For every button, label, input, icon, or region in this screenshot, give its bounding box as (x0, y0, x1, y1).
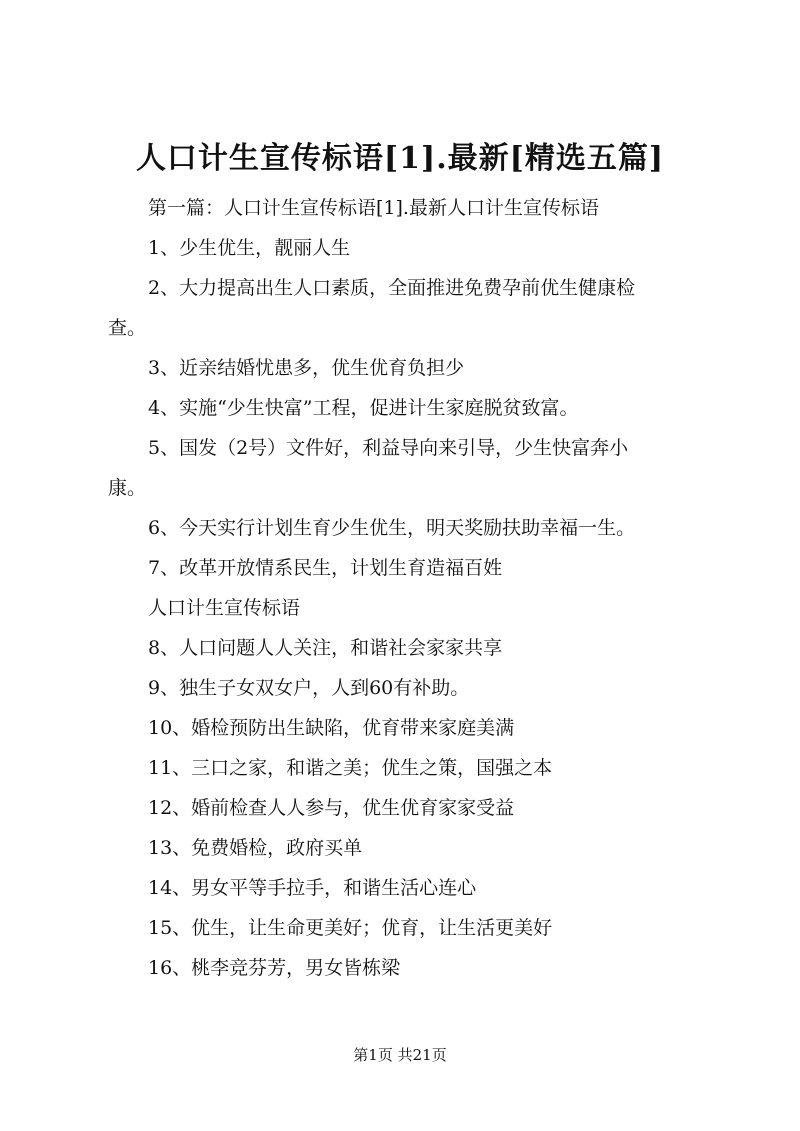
slogan-line: 14、男女平等手拉手，和谐生活心连心 (148, 877, 477, 899)
slogan-line: 4、实施“少生快富”工程，促进计生家庭脱贫致富。 (148, 397, 579, 419)
slogan-line: 7、改革开放情系民生，计划生育造福百姓 (148, 557, 503, 579)
slogan-line: 1、少生优生，靓丽人生 (148, 237, 351, 259)
section-heading: 第一篇：人口计生宣传标语[1].最新人口计生宣传标语 (148, 197, 599, 219)
slogan-line: 16、桃李竞芬芳，男女皆栋梁 (148, 957, 401, 979)
slogan-line: 10、婚检预防出生缺陷，优育带来家庭美满 (148, 717, 515, 739)
slogan-line: 3、近亲结婚忧患多，优生优育负担少 (148, 357, 465, 379)
slogan-line: 15、优生，让生命更美好；优育，让生活更美好 (148, 917, 553, 939)
slogan-line: 11、三口之家，和谐之美；优生之策，国强之本 (148, 757, 553, 779)
document-title: 人口计生宣传标语[1].最新[精选五篇] (135, 141, 665, 176)
slogan-line: 12、婚前检查人人参与，优生优育家家受益 (148, 797, 515, 819)
slogan-line: 6、今天实行计划生育少生优生，明天奖励扶助幸福一生。 (148, 517, 636, 539)
slogan-line: 5、国发（2号）文件好，利益导向来引导，少生快富奔小 (148, 437, 629, 459)
slogan-line: 2、大力提高出生人口素质，全面推进免费孕前优生健康检 (148, 277, 636, 299)
slogan-line: 9、独生子女双女户，人到60有补助。 (148, 677, 470, 699)
slogan-line: 8、人口问题人人关注，和谐社会家家共享 (148, 637, 503, 659)
slogan-line: 13、免费婚检，政府买单 (148, 837, 363, 859)
page-footer: 第1页 共21页 (353, 1046, 447, 1064)
slogan-line-continuation: 康。 (108, 477, 147, 499)
slogan-line-continuation: 查。 (108, 317, 147, 339)
subheading: 人口计生宣传标语 (148, 597, 301, 619)
